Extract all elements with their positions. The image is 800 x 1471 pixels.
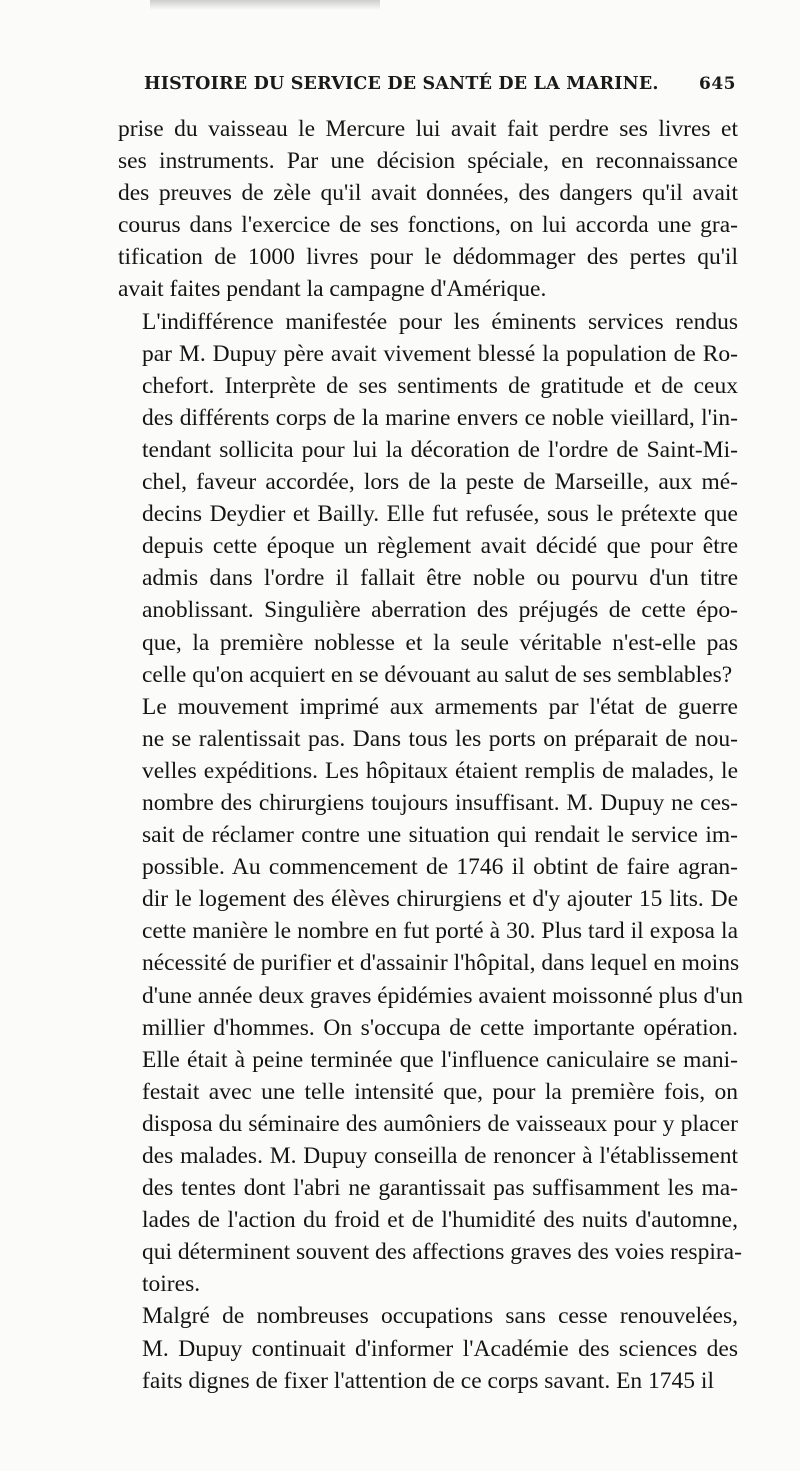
text-line: que, la première noblesse et la seule véritable n'est-elle pas: [142, 629, 738, 656]
text-line: anoblissant. Singulière aberration des préjugés de cette épo-: [142, 597, 738, 624]
text-line: festait avec une telle intensité que, pour la première fois, on: [142, 1078, 738, 1105]
text-line: admis dans l'ordre il fallait être noble ou pourvu d'un titre: [142, 565, 738, 592]
text-line: prise du vaisseau le Mercure lui avait fait perdre ses livres et: [118, 116, 738, 142]
text-line: courus dans l'exercice de ses fonctions, on lui accorda une gra-: [118, 212, 738, 239]
text-line: cette manière le nombre en fut porté à 30. Plus tard il exposa la: [142, 918, 738, 945]
text-line: decins Deydier et Bailly. Elle fut refusée, sous le prétexte que: [142, 501, 738, 528]
text-line: nombre des chirurgiens toujours insuffisant. M. Dupuy ne ces-: [142, 789, 738, 816]
text-line: des malades. M. Dupuy conseilla de renoncer à l'établissement: [142, 1143, 738, 1169]
scan-smudge: [150, 0, 380, 10]
text-line: tendant sollicita pour lui la décoration de l'ordre de Saint-Mi-: [142, 436, 738, 463]
text-line: dir le logement des élèves chirurgiens et d'y ajouter 15 lits. De: [142, 886, 738, 913]
text-line: des preuves de zèle qu'il avait données, des dangers qu'il avait: [118, 180, 738, 207]
text-line: des tentes dont l'abri ne garantissait pas suffisamment les ma-: [142, 1175, 738, 1202]
paragraph: [118, 1300, 738, 1396]
running-title: HISTOIRE DU SERVICE DE SANTÉ DE LA MARINE.: [144, 74, 659, 94]
text-line: qui déterminent souvent des affections graves des voies respira-: [142, 1239, 742, 1266]
page-number: 645: [699, 74, 736, 94]
paragraph: [118, 306, 738, 691]
text-line: celle qu'on acquiert en se dévouant au salut de ses semblables?: [142, 661, 733, 688]
text-line: M. Dupuy continuait d'informer l'Académie des sciences des: [142, 1335, 738, 1362]
text-line: Malgré de nombreuses occupations sans cesse renouvelées,: [142, 1303, 738, 1330]
text-line: faits dignes de fixer l'attention de ce corps savant. En 1745 il: [142, 1367, 714, 1394]
text-line: L'indifférence manifestée pour les éminents services rendus: [142, 308, 738, 335]
text-line: nécessité de purifier et d'assainir l'hôpital, dans lequel en moins: [142, 950, 740, 977]
body-text: [118, 113, 744, 1397]
running-header: [118, 70, 736, 100]
text-line: des différents corps de la marine envers ce noble vieillard, l'in-: [142, 404, 738, 431]
text-line: ne se ralentissait pas. Dans tous les ports on préparait de nou-: [142, 725, 738, 752]
text-line: toires.: [142, 1271, 201, 1298]
text-line: Elle était à peine terminée que l'influence caniculaire se mani-: [142, 1046, 738, 1073]
text-line: millier d'hommes. On s'occupa de cette importante opération.: [142, 1014, 738, 1041]
text-line: depuis cette époque un règlement avait décidé que pour être: [142, 533, 738, 560]
text-line: sait de réclamer contre une situation qui rendait le service im-: [142, 822, 738, 849]
text-line: Le mouvement imprimé aux armements par l'état de guerre: [142, 693, 738, 720]
text-line: chefort. Interprète de ses sentiments de gratitude et de ceux: [142, 372, 738, 399]
text-line: ses instruments. Par une décision spéciale, en reconnaissance: [118, 148, 738, 175]
paragraph: [118, 113, 738, 306]
text-line: disposa du séminaire des aumôniers de vaisseaux pour y placer: [142, 1110, 738, 1137]
text-line: lades de l'action du froid et de l'humidité des nuits d'automne,: [142, 1207, 738, 1234]
text-line: velles expéditions. Les hôpitaux étaient remplis de malades, le: [142, 757, 738, 784]
text-line: d'une année deux graves épidémies avaient moissonné plus d'un: [142, 982, 744, 1009]
paragraph: [118, 691, 744, 1301]
text-line: par M. Dupuy père avait vivement blessé la population de Ro-: [142, 340, 738, 367]
text-line: possible. Au commencement de 1746 il obtint de faire agran-: [142, 854, 738, 881]
text-line: avait faites pendant la campagne d'Amérique.: [118, 276, 547, 303]
text-line: chel, faveur accordée, lors de la peste de Marseille, aux mé-: [142, 469, 738, 496]
text-line: tification de 1000 livres pour le dédommager des pertes qu'il: [118, 244, 738, 271]
